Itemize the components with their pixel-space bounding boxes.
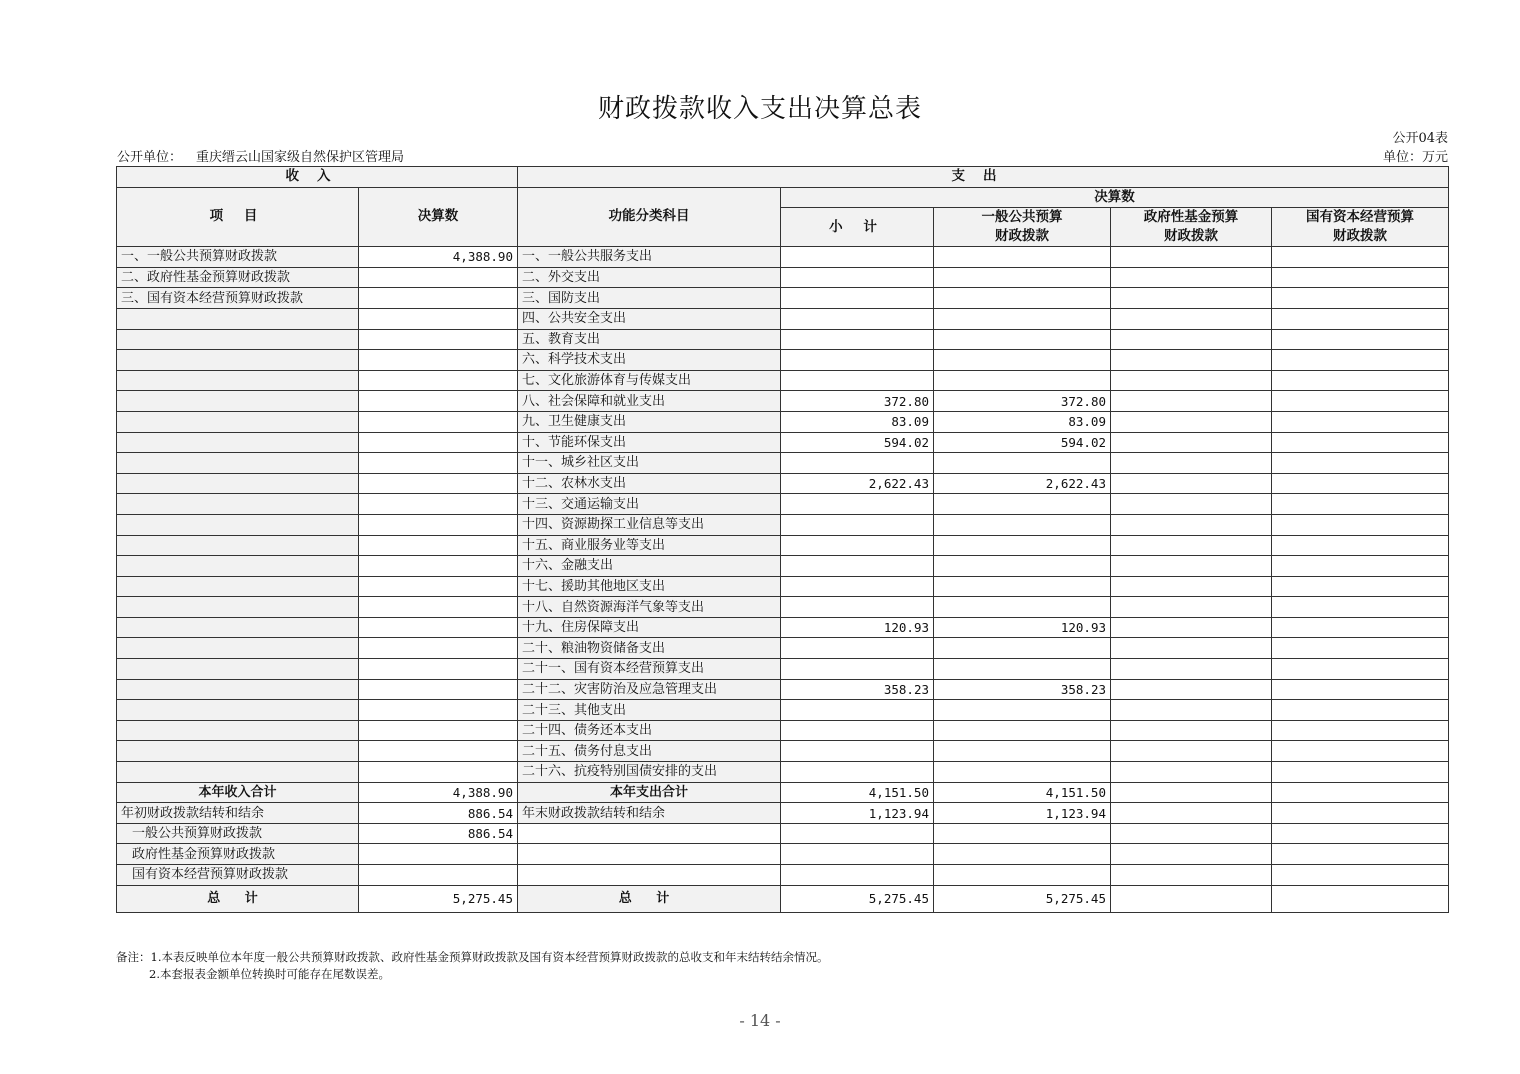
general-budget-cell [934,494,1111,515]
gov-fund-cell [1111,535,1272,556]
income-amount-cell [359,288,518,309]
function-category-cell: 二十一、国有资本经营预算支出 [518,659,781,680]
subtotal-cell: 594.02 [781,432,934,453]
state-capital-cell [1272,741,1449,762]
carryover-fund [1111,803,1272,824]
carryover-row [117,865,1449,886]
subtotal-cell [781,288,934,309]
col-header-gov-fund [1111,208,1272,247]
state-capital-cell [1272,473,1449,494]
income-item-cell [117,329,359,350]
state-capital-cell [1272,247,1449,268]
table-row [117,411,1449,432]
table-row [117,370,1449,391]
income-item-cell [117,741,359,762]
footnote-2: 2.本套报表金额单位转换时可能存在尾数误差。 [149,967,390,981]
state-capital-cell [1272,411,1449,432]
income-amount-cell [359,741,518,762]
income-item-cell [117,494,359,515]
year-expense-total-general: 4,151.50 [934,782,1111,803]
subtotal-cell: 372.80 [781,391,934,412]
carryover-general [934,844,1111,865]
income-amount-cell [359,411,518,432]
gov-fund-cell [1111,741,1272,762]
gov-fund-cell [1111,762,1272,783]
income-amount-cell [359,267,518,288]
table-row [117,247,1449,268]
grand-total-subtotal: 5,275.45 [781,885,934,912]
gov-fund-cell [1111,432,1272,453]
carryover-fund [1111,865,1272,886]
income-amount-cell [359,617,518,638]
state-capital-cell [1272,556,1449,577]
table-row [117,308,1449,329]
subtotal-cell [781,720,934,741]
carryover-subtotal [781,844,934,865]
general-budget-cell [934,329,1111,350]
subtotal-cell [781,762,934,783]
income-item-cell: 三、国有资本经营预算财政拨款 [117,288,359,309]
subtotal-cell: 120.93 [781,617,934,638]
income-amount-cell [359,700,518,721]
table-row [117,679,1449,700]
gov-fund-cell [1111,679,1272,700]
grand-total-expense-label: 总 计 [518,885,781,912]
state-capital-cell [1272,597,1449,618]
footnote-1: 备注：1.本表反映单位本年度一般公共预算财政拨款、政府性基金预算财政拨款及国有资本经营预算财政拨款的总收支和年末结转结余情况。 [116,950,829,964]
table-row [117,267,1449,288]
carryover-function-cell [518,823,781,844]
subtotal-cell [781,597,934,618]
subtotal-cell: 83.09 [781,411,934,432]
income-item-cell [117,432,359,453]
carryover-fund [1111,844,1272,865]
function-category-cell: 十三、交通运输支出 [518,494,781,515]
subtotal-cell [781,700,934,721]
subtotal-cell [781,247,934,268]
state-capital-cell [1272,494,1449,515]
table-row [117,576,1449,597]
carryover-row [117,823,1449,844]
table-row [117,473,1449,494]
income-amount-cell [359,453,518,474]
subtotal-cell [781,370,934,391]
function-category-cell: 九、卫生健康支出 [518,411,781,432]
state-capital-cell [1272,329,1449,350]
state-capital-cell [1272,514,1449,535]
general-budget-cell: 372.80 [934,391,1111,412]
state-capital-cell [1272,638,1449,659]
income-amount-cell [359,762,518,783]
year-total-row [117,782,1449,803]
state-capital-cell [1272,720,1449,741]
income-item-cell [117,638,359,659]
general-budget-cell [934,288,1111,309]
carryover-general: 1,123.94 [934,803,1111,824]
general-budget-cell [934,308,1111,329]
table-grand-total [117,885,1449,912]
general-budget-line2: 财政拨款 [995,228,1049,245]
gov-fund-cell [1111,700,1272,721]
table-row [117,597,1449,618]
col-header-state-capital [1272,208,1449,247]
gov-fund-cell [1111,391,1272,412]
gov-fund-cell [1111,370,1272,391]
function-category-cell: 十五、商业服务业等支出 [518,535,781,556]
state-capital-cell [1272,535,1449,556]
subtotal-cell [781,308,934,329]
table-row [117,514,1449,535]
general-budget-cell [934,762,1111,783]
grand-total-income-label: 总 计 [117,885,359,912]
general-budget-cell: 83.09 [934,411,1111,432]
income-amount-cell [359,679,518,700]
general-budget-cell: 2,622.43 [934,473,1111,494]
income-item-cell [117,659,359,680]
carryover-income-amount [359,844,518,865]
footnotes [116,949,828,983]
gov-fund-cell [1111,720,1272,741]
col-header-amount: 决算数 [359,187,518,247]
carryover-row [117,844,1449,865]
function-category-cell: 二十五、债务付息支出 [518,741,781,762]
page-number: - 14 - [739,1011,781,1030]
general-budget-cell [934,597,1111,618]
income-item-cell [117,576,359,597]
subtotal-cell [781,659,934,680]
table-row [117,741,1449,762]
table-row [117,617,1449,638]
income-item-cell [117,535,359,556]
income-item-cell [117,556,359,577]
gov-fund-cell [1111,597,1272,618]
gov-fund-cell [1111,288,1272,309]
general-budget-cell [934,638,1111,659]
income-item-cell [117,453,359,474]
income-amount-cell [359,556,518,577]
function-category-cell: 十、节能环保支出 [518,432,781,453]
function-category-cell: 十二、农林水支出 [518,473,781,494]
state-capital-cell [1272,350,1449,371]
income-amount-cell [359,494,518,515]
expense-section-header: 支出 [518,167,1449,188]
table-row [117,700,1449,721]
col-header-item: 项 目 [117,187,359,247]
table-totals [117,782,1449,803]
page-title: 财政拨款收入支出决算总表 [597,94,922,124]
gov-fund-cell [1111,514,1272,535]
income-amount-cell [359,535,518,556]
gov-fund-cell [1111,411,1272,432]
table-row [117,391,1449,412]
carryover-capital [1272,803,1449,824]
gov-fund-cell [1111,267,1272,288]
table-row [117,329,1449,350]
carryover-subtotal: 1,123.94 [781,803,934,824]
year-income-total-amount: 4,388.90 [359,782,518,803]
carryover-income-amount [359,865,518,886]
function-category-cell: 六、科学技术支出 [518,350,781,371]
general-budget-cell [934,576,1111,597]
gov-fund-cell [1111,329,1272,350]
carryover-row [117,803,1449,824]
function-category-cell: 二十三、其他支出 [518,700,781,721]
gov-fund-cell [1111,659,1272,680]
table-row [117,720,1449,741]
function-category-cell: 十六、金融支出 [518,556,781,577]
gov-fund-cell [1111,308,1272,329]
income-section-header: 收入 [117,167,518,188]
general-budget-cell [934,514,1111,535]
state-capital-cell [1272,308,1449,329]
carryover-function-cell: 年末财政拨款结转和结余 [518,803,781,824]
general-budget-cell [934,350,1111,371]
income-amount-cell [359,638,518,659]
state-capital-cell [1272,432,1449,453]
col-header-function: 功能分类科目 [518,187,781,247]
income-amount-cell [359,432,518,453]
income-item-cell [117,720,359,741]
carryover-fund [1111,823,1272,844]
income-amount-cell [359,329,518,350]
general-budget-cell [934,556,1111,577]
carryover-function-cell [518,865,781,886]
grand-total-general: 5,275.45 [934,885,1111,912]
gov-fund-cell [1111,350,1272,371]
subtotal-cell [781,638,934,659]
year-expense-total-label: 本年支出合计 [518,782,781,803]
function-category-cell: 二十四、债务还本支出 [518,720,781,741]
gov-fund-cell [1111,556,1272,577]
subtotal-cell [781,576,934,597]
gov-fund-cell [1111,453,1272,474]
general-budget-cell [934,720,1111,741]
income-amount-cell [359,597,518,618]
income-item-cell [117,762,359,783]
table-row [117,350,1449,371]
gov-fund-cell [1111,576,1272,597]
carryover-general [934,865,1111,886]
function-category-cell: 十四、资源勘探工业信息等支出 [518,514,781,535]
function-category-cell: 十七、援助其他地区支出 [518,576,781,597]
col-header-subtotal: 小 计 [781,208,934,247]
table-carryover [117,803,1449,885]
state-capital-line1: 国有资本经营预算 [1306,209,1415,226]
reporting-unit [117,146,418,165]
function-category-cell: 四、公共安全支出 [518,308,781,329]
function-category-cell: 十九、住房保障支出 [518,617,781,638]
general-budget-line1: 一般公共预算 [981,209,1063,226]
state-capital-cell [1272,453,1449,474]
function-category-cell: 十八、自然资源海洋气象等支出 [518,597,781,618]
income-item-cell [117,700,359,721]
table-row [117,762,1449,783]
function-category-cell: 十一、城乡社区支出 [518,453,781,474]
function-category-cell: 二十、粮油物资储备支出 [518,638,781,659]
gov-fund-line1: 政府性基金预算 [1143,209,1239,226]
carryover-income-amount: 886.54 [359,823,518,844]
subtotal-cell [781,556,934,577]
general-budget-cell [934,700,1111,721]
form-number: 公开04表 [1392,131,1448,146]
state-capital-cell [1272,762,1449,783]
subtotal-cell [781,535,934,556]
state-capital-cell [1272,576,1449,597]
unit-label: 公开单位： [117,150,183,165]
carryover-income-item: 国有资本经营预算财政拨款 [117,865,359,886]
general-budget-cell [934,741,1111,762]
carryover-subtotal [781,865,934,886]
carryover-subtotal [781,823,934,844]
state-capital-cell [1272,679,1449,700]
year-expense-total-fund [1111,782,1272,803]
function-category-cell: 五、教育支出 [518,329,781,350]
table-row [117,288,1449,309]
carryover-income-item: 年初财政拨款结转和结余 [117,803,359,824]
table-row [117,432,1449,453]
gov-fund-cell [1111,494,1272,515]
income-amount-cell [359,391,518,412]
subtotal-cell [781,494,934,515]
carryover-general [934,823,1111,844]
carryover-income-item: 一般公共预算财政拨款 [117,823,359,844]
state-capital-cell [1272,617,1449,638]
carryover-income-amount: 886.54 [359,803,518,824]
income-item-cell [117,597,359,618]
subtotal-cell [781,329,934,350]
unit-name: 重庆缙云山国家级自然保护区管理局 [196,150,405,165]
carryover-capital [1272,865,1449,886]
income-item-cell [117,308,359,329]
income-item-cell [117,473,359,494]
state-capital-cell [1272,659,1449,680]
function-category-cell: 二十二、灾害防治及应急管理支出 [518,679,781,700]
grand-total-row [117,885,1449,912]
function-category-cell: 二、外交支出 [518,267,781,288]
subtotal-cell [781,267,934,288]
state-capital-cell [1272,391,1449,412]
carryover-income-item: 政府性基金预算财政拨款 [117,844,359,865]
state-capital-cell [1272,288,1449,309]
general-budget-cell [934,247,1111,268]
general-budget-cell [934,370,1111,391]
gov-fund-cell [1111,617,1272,638]
year-expense-total-subtotal: 4,151.50 [781,782,934,803]
income-item-cell [117,350,359,371]
function-category-cell: 七、文化旅游体育与传媒支出 [518,370,781,391]
subtotal-cell [781,514,934,535]
carryover-capital [1272,844,1449,865]
gov-fund-cell [1111,473,1272,494]
function-category-cell: 八、社会保障和就业支出 [518,391,781,412]
income-item-cell: 一、一般公共预算财政拨款 [117,247,359,268]
income-item-cell [117,411,359,432]
table-row [117,659,1449,680]
table-row [117,453,1449,474]
budget-table [116,166,1449,913]
subtotal-cell: 2,622.43 [781,473,934,494]
income-amount-cell [359,514,518,535]
income-amount-cell: 4,388.90 [359,247,518,268]
carryover-function-cell [518,844,781,865]
gov-fund-cell [1111,638,1272,659]
subtotal-cell [781,453,934,474]
subtotal-cell: 358.23 [781,679,934,700]
income-amount-cell [359,370,518,391]
income-amount-cell [359,659,518,680]
gov-fund-line2: 财政拨款 [1164,228,1218,245]
subtotal-cell [781,741,934,762]
income-item-cell [117,370,359,391]
income-item-cell [117,391,359,412]
income-amount-cell [359,308,518,329]
table-row [117,638,1449,659]
general-budget-cell: 120.93 [934,617,1111,638]
income-amount-cell [359,473,518,494]
income-item-cell: 二、政府性基金预算财政拨款 [117,267,359,288]
general-budget-cell [934,659,1111,680]
general-budget-cell [934,453,1111,474]
state-capital-cell [1272,267,1449,288]
general-budget-cell: 594.02 [934,432,1111,453]
income-item-cell [117,679,359,700]
general-budget-cell: 358.23 [934,679,1111,700]
table-row [117,535,1449,556]
income-amount-cell [359,576,518,597]
state-capital-line2: 财政拨款 [1333,228,1388,245]
year-income-total-label: 本年收入合计 [117,782,359,803]
grand-total-fund [1111,885,1272,912]
subtotal-cell [781,350,934,371]
general-budget-cell [934,535,1111,556]
income-amount-cell [359,720,518,741]
function-category-cell: 三、国防支出 [518,288,781,309]
income-amount-cell [359,350,518,371]
function-category-cell: 二十六、抗疫特别国债安排的支出 [518,762,781,783]
currency-unit: 单位：万元 [1382,150,1448,165]
grand-total-capital [1272,885,1449,912]
carryover-capital [1272,823,1449,844]
col-header-final-amount: 决算数 [781,187,1449,208]
function-category-cell: 一、一般公共服务支出 [518,247,781,268]
table-row [117,556,1449,577]
grand-total-income-amount: 5,275.45 [359,885,518,912]
general-budget-cell [934,267,1111,288]
state-capital-cell [1272,370,1449,391]
year-expense-total-capital [1272,782,1449,803]
gov-fund-cell [1111,247,1272,268]
table-body [117,247,1449,782]
income-item-cell [117,514,359,535]
table-row [117,494,1449,515]
col-header-general-budget [934,208,1111,247]
income-item-cell [117,617,359,638]
state-capital-cell [1272,700,1449,721]
